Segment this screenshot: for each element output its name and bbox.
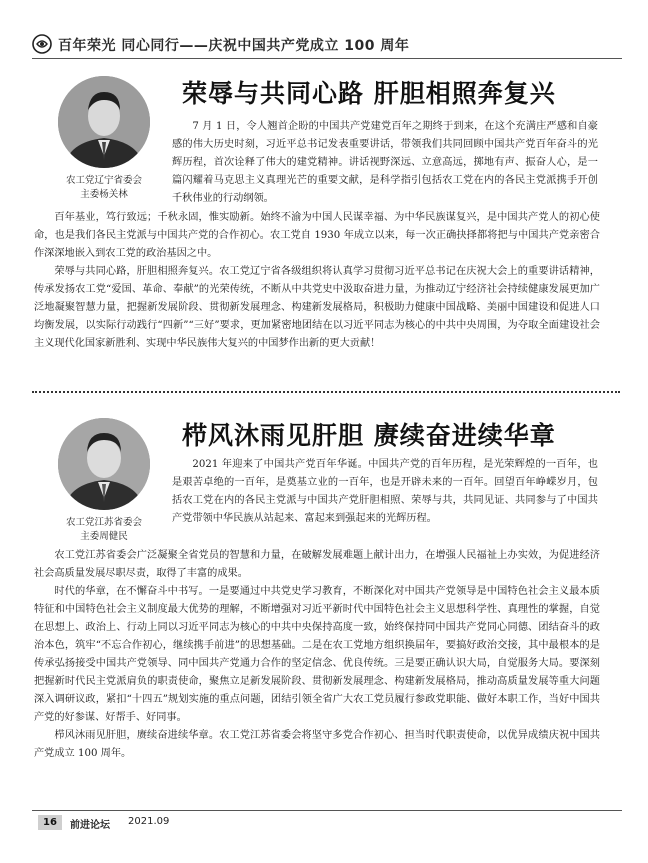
paragraph: 7 月 1 日，令人翘首企盼的中国共产党建党百年之期终于到来，在这个充满庄严感和自豪感的伟大历史时刻，习近平总书记发表重要讲话，带领我们共同回顾中国共产党百年奋斗的光辉历程，首次诠释了伟大的建党精神。讲话视野深远、立意高远，掷地有声、振奋人心，是一篇闪耀着马克思主义真理光芒的重要文献，是科学指引包括农工党在内的各民主党派携手开创千秋伟业的行动纲领。	[172, 121, 598, 204]
portrait-caption: 农工党江苏省委会 主委周健民	[65, 517, 142, 542]
magazine-name: 前进论坛	[70, 820, 110, 831]
article-body-full	[34, 209, 600, 353]
portrait-caption: 农工党辽宁省委会 主委杨关林	[65, 175, 142, 200]
article-body-wrap	[172, 118, 598, 208]
portrait-photo	[58, 76, 150, 168]
paragraph: 栉风沐雨见肝胆，赓续奋进续华章。农工党江苏省委会将坚守多党合作初心、担当时代职责使命，以优异成绩庆祝中国共产党成立 100 周年。	[34, 730, 600, 759]
page-number: 16	[38, 815, 62, 830]
paragraph: 百年基业，笃行致远；千秋永固，惟实励新。始终不渝为中国人民谋幸福、为中华民族谋复兴，是中国共产党人的初心使命，也是我们各民主党派与中国共产党的合作初心。农工党自 1930 年成立以来，每一次正确抉择都将把与中国共产党亲密合作深深地嵌入到农工党的政治基因之中。	[34, 212, 600, 259]
paragraph: 2021 年迎来了中国共产党百年华诞。中国共产党的百年历程，是光荣辉煌的一百年，也是艰苦卓绝的一百年，是奠基立业的一百年，也是开辟未来的一百年。回望百年峥嵘岁月，包括农工党在内的各民主党派与中国共产党肝胆相照、荣辱与共，共同见证、共同参与了中国共产党带领中华民族从站起来、富起来到强起来的光辉历程。	[172, 459, 598, 524]
logo-icon	[32, 34, 52, 54]
paragraph: 时代的华章，在不懈奋斗中书写。一是要通过中共党史学习教育，不断深化对中国共产党领导是中国特色社会主义最本质特征和中国特色社会主义制度最大优势的理解，不断增强对习近平新时代中国特色社会主义思想科学性、真理性的掌握，自觉在思想上、政治上、行动上同以习近平同志为核心的中共中央保持高度一致，始终保持同中国共产党同心同德、团结奋斗的政治本色，筑牢“不忘合作初心，继续携手前进”的思想基础。二是在农工党地方组织换届年，要搞好政治交接，其中最根本的是传承弘扬接受中国共产党领导、同中国共产党通力合作的坚定信念、优良传统。三是要正确认识大局，自觉服务大局。要深刻把握新时代民主党派肩负的职责使命，聚焦立足新发展阶段、贯彻新发展理念、构建新发展格局，推动高质量发展等重大问题深入调研议政，紧扣“十四五”规划实施的重点问题，团结引领全省广大农工党员履行参政党职能、做好本职工作，当好中国共产党的好参谋、好帮手、好同事。	[34, 586, 600, 723]
issue-date: 2021.09	[128, 816, 170, 827]
portrait-icon	[58, 418, 150, 510]
article-body-wrap	[172, 456, 598, 528]
section-divider	[32, 391, 620, 393]
portrait-icon	[58, 76, 150, 168]
paragraph: 荣辱与共同心路，肝胆相照奔复兴。农工党辽宁省各级组织将认真学习贯彻习近平总书记在庆祝大会上的重要讲话精神，传承发扬农工党“爱国、革命、奉献”的光荣传统，不断从中共党史中汲取奋进力量，为推动辽宁经济社会持续健康发展更加广泛地凝聚智慧力量，把握新发展阶段、贯彻新发展理念、构建新发展格局，积极助力健康中国战略、美丽中国建设和促进人口均衡发展，以实际行动践行“四新”“三好”要求，更加紧密地团结在以习近平同志为核心的中共中央周围，为夺取全面建设社会主义现代化国家新胜利、实现中华民族伟大复兴的中国梦作出新的更大贡献！	[34, 266, 600, 349]
article-headline: 荣辱与共同心路 肝胆相照奔复兴	[182, 79, 556, 108]
header-title: 百年荣光 同心同行——庆祝中国共产党成立 100 周年	[58, 38, 410, 54]
portrait-photo	[58, 418, 150, 510]
page-footer	[32, 810, 622, 831]
header-rule	[32, 58, 622, 59]
page-header	[32, 32, 622, 56]
footer-rule	[32, 810, 622, 811]
article-headline: 栉风沐雨见肝胆 赓续奋进续华章	[182, 421, 556, 450]
paragraph: 农工党江苏省委会广泛凝聚全省党员的智慧和力量，在破解发展难题上献计出力，在增强人民福祉上办实效，为促进经济社会高质量发展尽职尽责，取得了丰富的成果。	[34, 550, 600, 579]
article-body-full	[34, 547, 600, 763]
